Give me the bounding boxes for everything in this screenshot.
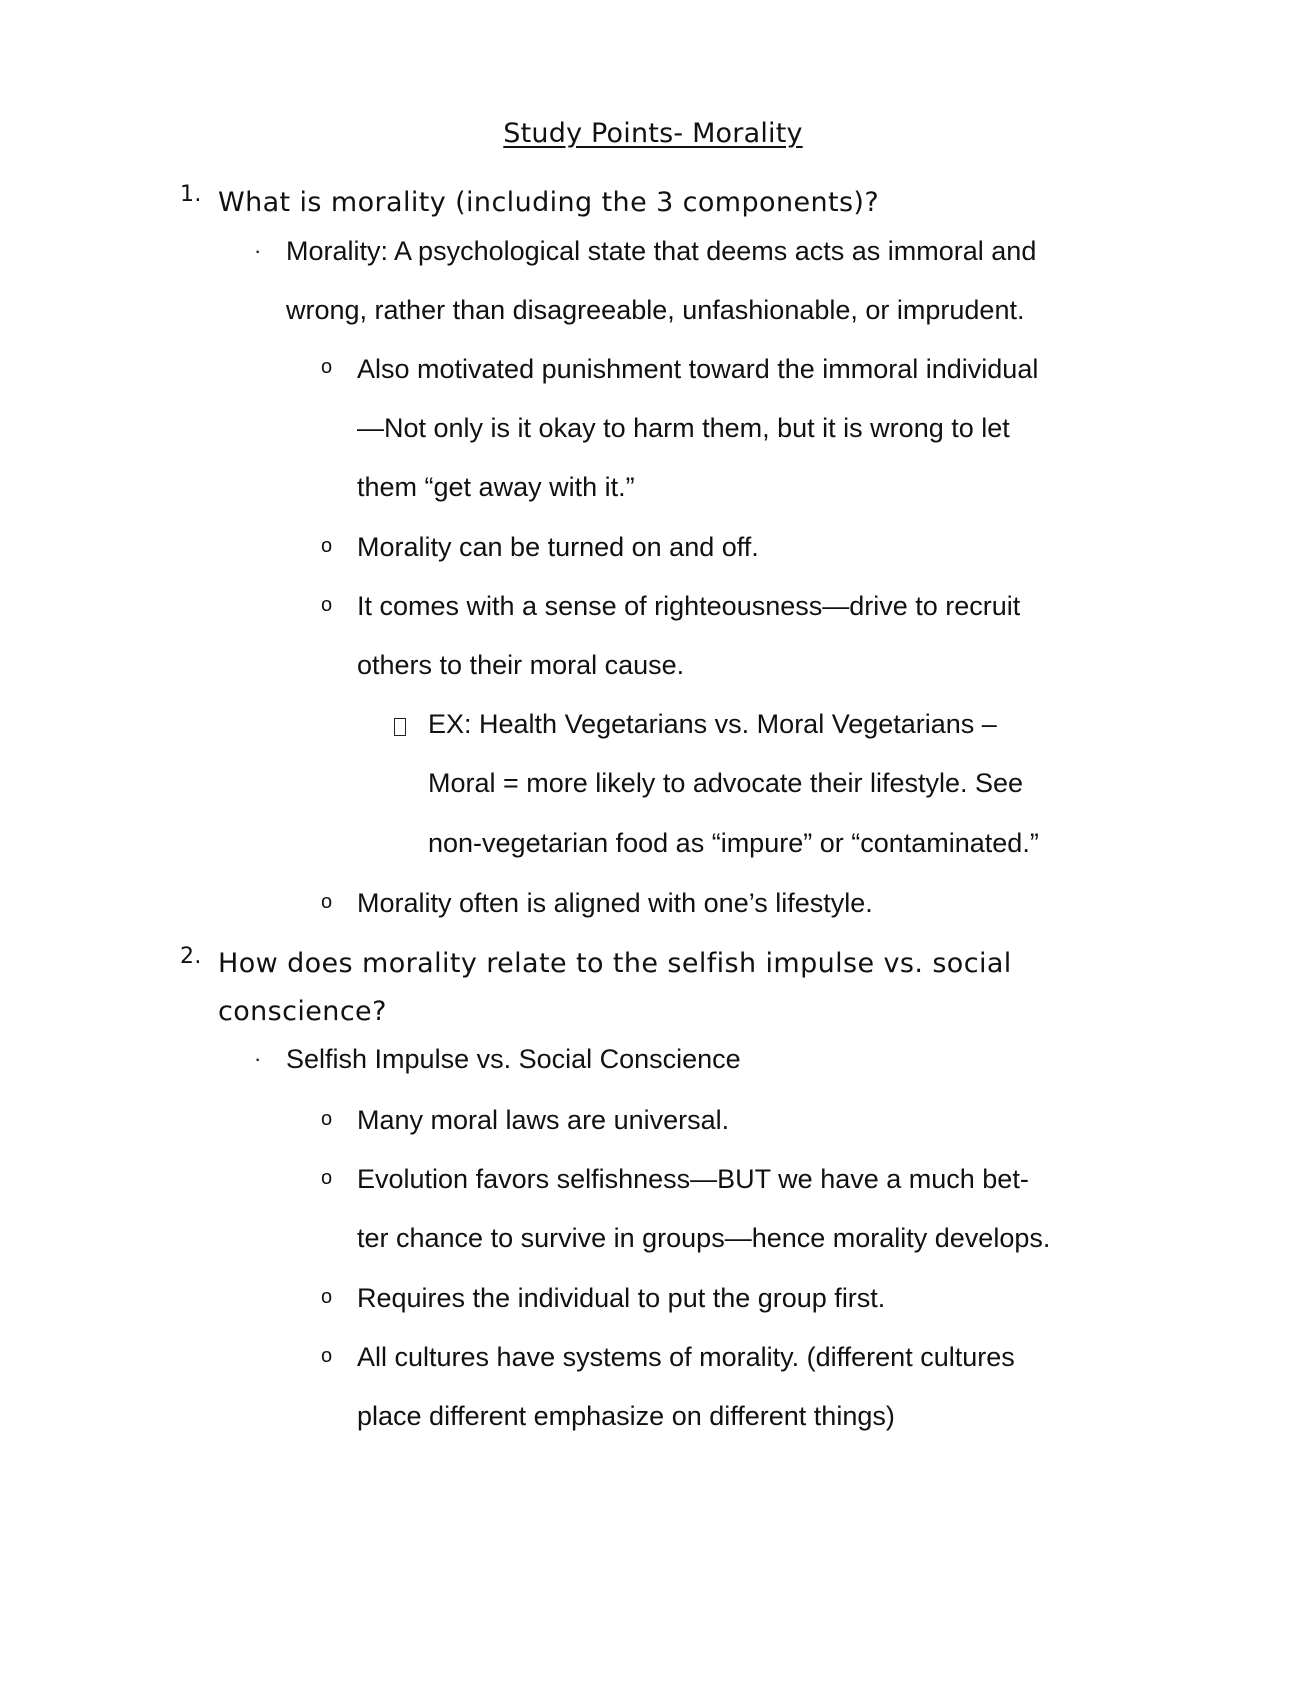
bullet-marker: · [254, 1046, 262, 1071]
subitem-line: Requires the individual to put the group first. [357, 1283, 886, 1313]
bullet-line: wrong, rather than disagreeable, unfashionable, or imprudent. [286, 295, 1025, 325]
subitem-line: Evolution favors selfishness—BUT we have a much bet- [357, 1164, 1029, 1194]
subitem-line: others to their moral cause. [357, 650, 685, 680]
subitem-line: Morality can be turned on and off. [357, 532, 759, 562]
subitem-line: —Not only is it okay to harm them, but it is wrong to let [357, 413, 1010, 443]
subitem-line: Morality often is aligned with one’s lifestyle. [357, 888, 873, 918]
subitem-marker: o [321, 535, 333, 557]
subitem-line: It comes with a sense of righteousness—drive to recruit [357, 591, 1021, 621]
subitem-marker: o [321, 1167, 333, 1189]
subitem-line: them “get away with it.” [357, 472, 635, 502]
bullet-line: Morality: A psychological state that deems acts as immoral and [286, 236, 1037, 266]
question-text: What is morality (including the 3 components)? [218, 187, 880, 218]
subsubitem-line: Moral = more likely to advocate their lifestyle. See [428, 768, 1024, 798]
question-number: 2. [180, 944, 202, 969]
subitem-line: Many moral laws are universal. [357, 1105, 730, 1135]
subitem-marker: o [321, 891, 333, 913]
subitem-line: place different emphasize on different things) [357, 1401, 895, 1431]
subitem-marker: o [321, 594, 333, 616]
question-text-line: conscience? [218, 996, 387, 1027]
bullet-line: Selfish Impulse vs. Social Conscience [286, 1044, 741, 1074]
subitem-line: All cultures have systems of morality. (different cultures [357, 1342, 1015, 1372]
subsubitem-line: non-vegetarian food as “impure” or “contaminated.” [428, 828, 1039, 858]
question-text-line: How does morality relate to the selfish impulse vs. social [218, 948, 1012, 979]
subsubitem-line: EX: Health Vegetarians vs. Moral Vegetarians – [428, 709, 997, 739]
subitem-marker: o [321, 1345, 333, 1367]
subitem-line: Also motivated punishment toward the immoral individual [357, 354, 1039, 384]
page-title: Study Points- Morality [503, 118, 803, 149]
subitem-marker: o [321, 1108, 333, 1130]
bullet-marker: · [254, 238, 262, 263]
square-bullet-icon [394, 718, 406, 736]
subitem-marker: o [321, 1286, 333, 1308]
question-text [218, 940, 1098, 1036]
subitem-line: ter chance to survive in groups—hence morality develops. [357, 1223, 1051, 1253]
question-number: 1. [180, 182, 202, 207]
subitem-marker: o [321, 356, 333, 378]
